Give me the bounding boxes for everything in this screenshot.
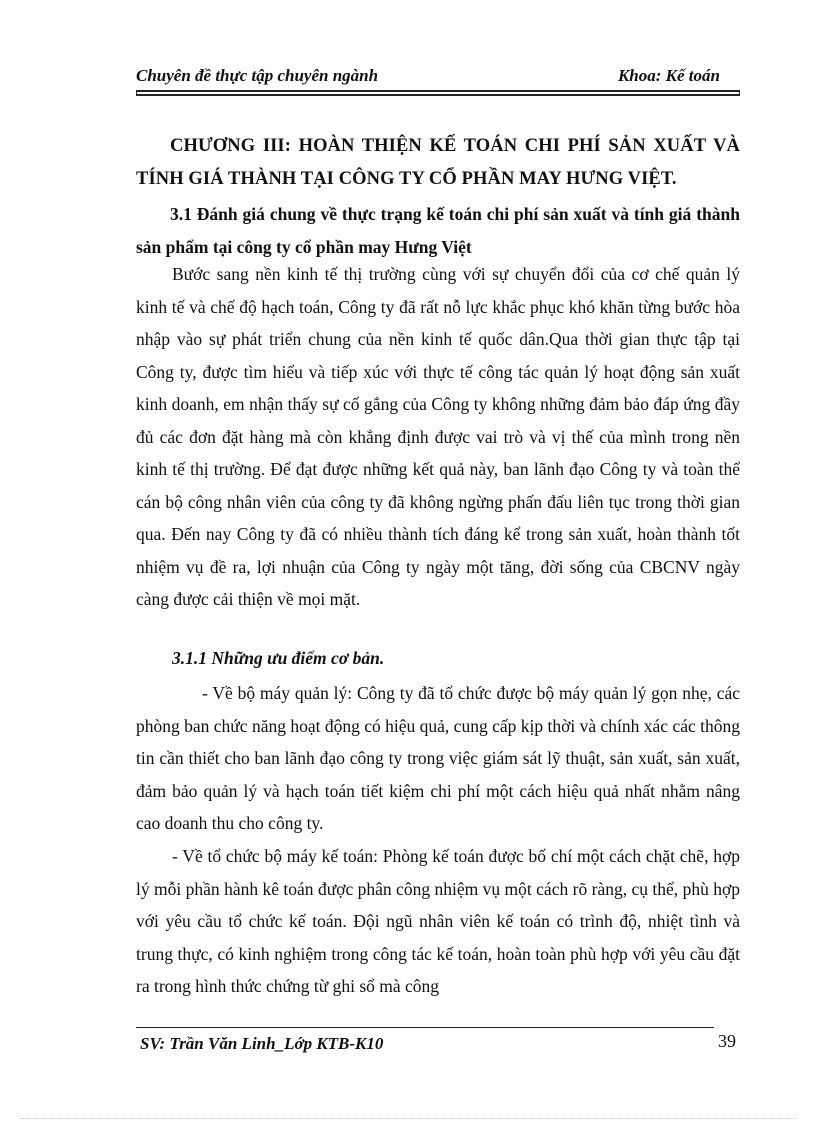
paragraph-overview: Bước sang nền kinh tế thị trường cùng với sự chuyển đổi của cơ chế quản lý kinh tế và chế độ hạch toán, Công ty đã rất nỗ lực khắc phục khó khăn từng bước hòa nhập vào sự phát triển chung của nền kinh tế quốc dân.Qua thời gian thực tập tại Công ty, được tìm hiểu và tiếp xúc với thực tế công tác quản lý hoạt động sản xuất kinh doanh, em nhận thấy sự cố gắng của Công ty không những đảm bảo đáp ứng đầy đủ các đơn đặt hàng mà còn khẳng định được vai trò và vị thế của mình trong nền kinh tế thị trường. Để đạt được những kết quả này, ban lãnh đạo Công ty và toàn thể cán bộ công nhân viên của công ty đã không ngừng phấn đấu liên tục trong thời gian qua. Đến nay Công ty đã có nhiều thành tích đáng kể trong sản xuất, hoàn thành tốt nhiệm vụ đề ra, lợi nhuận của Công ty ngày một tăng, đời sống của CBCNV ngày càng được cải thiện về mọi mặt. (136, 264, 740, 609)
page-header (136, 62, 740, 92)
header-department: Khoa: Kế toán (617, 66, 720, 85)
section-title: 3.1 Đánh giá chung về thực trạng kế toán chi phí sản xuất và tính giá thành sản phẩm tại công ty cổ phần may Hưng Việt (136, 204, 740, 257)
paragraph-management: - Về bộ máy quản lý: Công ty đã tổ chức được bộ máy quản lý gọn nhẹ, các phòng ban chức năng hoạt động có hiệu quả, cung cấp kịp thời và chính xác các thông tin cần thiết cho ban lãnh đạo công ty trong việc giám sát lỹ thuật, sản xuất, sản xuất, đảm bảo quản lý và hạch toán tiết kiệm chi phí một cách hiệu quả nhất nhằm nâng cao doanh thu cho công ty. (136, 683, 740, 833)
subsection-title: 3.1.1 Những ưu điểm cơ bản. (172, 648, 385, 668)
footer-divider (136, 1027, 714, 1028)
header-course-title: Chuyên đề thực tập chuyên ngành (136, 66, 379, 85)
footer-student-info: SV: Trần Văn Linh_Lớp KTB-K10 (140, 1034, 384, 1053)
paragraph-accounting-org: - Về tổ chức bộ máy kế toán: Phòng kế toán được bố chí một cách chặt chẽ, hợp lý mỗi phần hành kê toán được phân công nhiệm vụ một cách rõ ràng, cụ thể, phù hợp với yêu cầu tổ chức kế toán. Đội ngũ nhân viên kế toán có trình độ, nhiệt tình và trung thực, có kinh nghiệm trong công tác kế toán, hoàn toàn phù hợp với yêu cầu đặt ra trong hình thức chứng từ ghi sổ mà công (136, 846, 740, 996)
page-edge-divider (20, 1118, 796, 1119)
page-number: 39 (718, 1031, 736, 1051)
chapter-title: CHƯƠNG III: HOÀN THIỆN KẾ TOÁN CHI PHÍ SẢN XUẤT VÀ TÍNH GIÁ THÀNH TẠI CÔNG TY CỔ PHẦN MAY HƯNG VIỆT. (136, 136, 740, 189)
